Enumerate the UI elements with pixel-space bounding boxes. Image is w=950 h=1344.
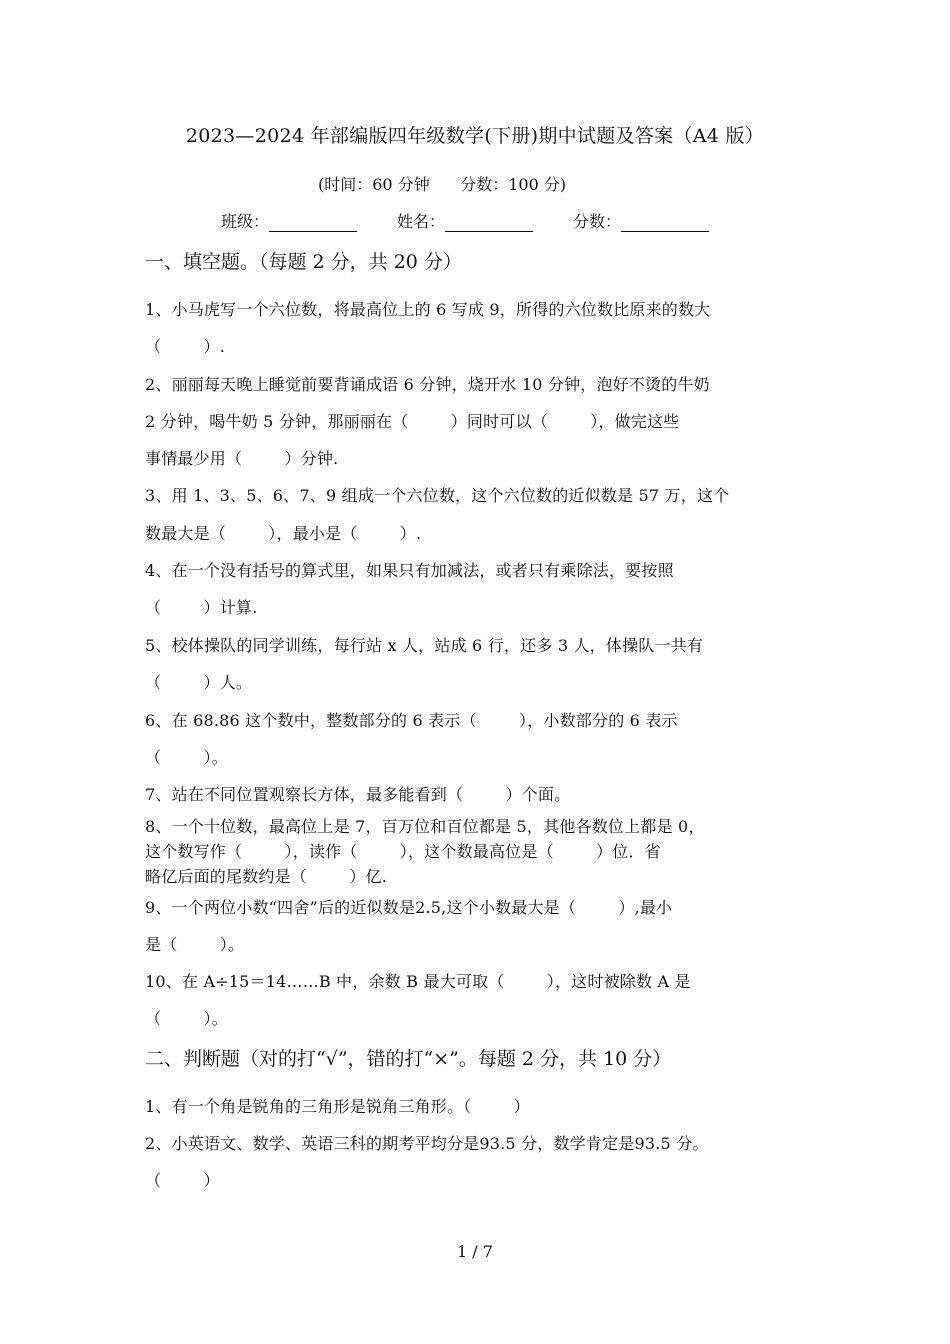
question-line: 10、在 A÷15＝14……B 中，余数 B 最大可取（ ），这时被除数 A 是 [145,972,691,991]
question-line: 1、有一个角是锐角的三角形是锐角三角形。（ ） [145,1097,530,1116]
question-line: 5、校体操队的同学训练，每行站 x 人，站成 6 行，还多 3 人，体操队一共有 [145,636,704,655]
question-line: 3、用 1、3、5、6、7、9 组成一个六位数，这个六位数的近似数是 57 万，这个 [145,486,730,505]
score-blank [621,213,709,232]
question-line: 是（ ）。 [145,935,245,954]
question-line: 2、小英语文、数学、英语三科的期考平均分是93.5 分，数学肯定是93.5 分。 [145,1134,709,1153]
score-label: 分数： [573,212,622,231]
name-label: 姓名： [397,212,446,231]
question-line: 2、丽丽每天晚上睡觉前要背诵成语 6 分钟，烧开水 10 分钟，泡好不烫的牛奶 [145,375,710,394]
class-label: 班级： [221,212,270,231]
section-heading-fill-blank: 一、填空题。（每题 2 分，共 20 分） [145,251,462,273]
question-line: 8、一个十位数，最高位上是 7，百万位和百位都是 5，其他各数位上都是 0， [145,817,705,836]
question-line: （ ）人。 [145,673,253,692]
question-line: 1、小马虎写一个六位数，将最高位上的 6 写成 9，所得的六位数比原来的数大 [145,300,711,319]
question-line: 这个数写作（ ），读作（ ），这个数最高位是（ ）位．省 [145,842,661,861]
question-line: （ ）。 [145,1009,228,1028]
question-line: 2 分钟，喝牛奶 5 分钟，那丽丽在（ ）同时可以（ ），做完这些 [145,412,680,431]
class-blank [269,213,357,232]
question-line: （ ）。 [145,748,228,767]
question-line: 7、站在不同位置观察长方体，最多能看到（ ）个面。 [145,785,571,804]
question-line: （ ）计算. [145,598,258,617]
question-line: 数最大是（ ），最小是（ ）. [145,524,422,543]
exam-time-and-score: (时间：60 分钟 分数：100 分) [318,175,567,194]
question-line: 4、在一个没有括号的算式里，如果只有加减法，或者只有乘除法，要按照 [145,561,674,580]
page-number: 1 / 7 [457,1242,493,1261]
student-info-row [221,209,709,232]
page-title: 2023—2024 年部编版四年级数学(下册)期中试题及答案（A4 版） [185,125,765,147]
question-line: 略亿后面的尾数约是（ ）亿. [145,867,387,886]
question-line: （ ）. [145,337,225,356]
question-line: 事情最少用（ ）分钟. [145,449,339,468]
question-line: 6、在 68.86 这个数中，整数部分的 6 表示（ ），小数部分的 6 表示 [145,711,678,730]
question-line: （ ） [145,1171,220,1190]
question-line: 9、一个两位小数“四舍”后的近似数是2.5,这个小数最大是（ ）,最小 [145,898,673,917]
section-heading-true-false: 二、判断题（对的打“√”，错的打“×”。每题 2 分，共 10 分） [145,1048,672,1070]
name-blank [445,213,533,232]
